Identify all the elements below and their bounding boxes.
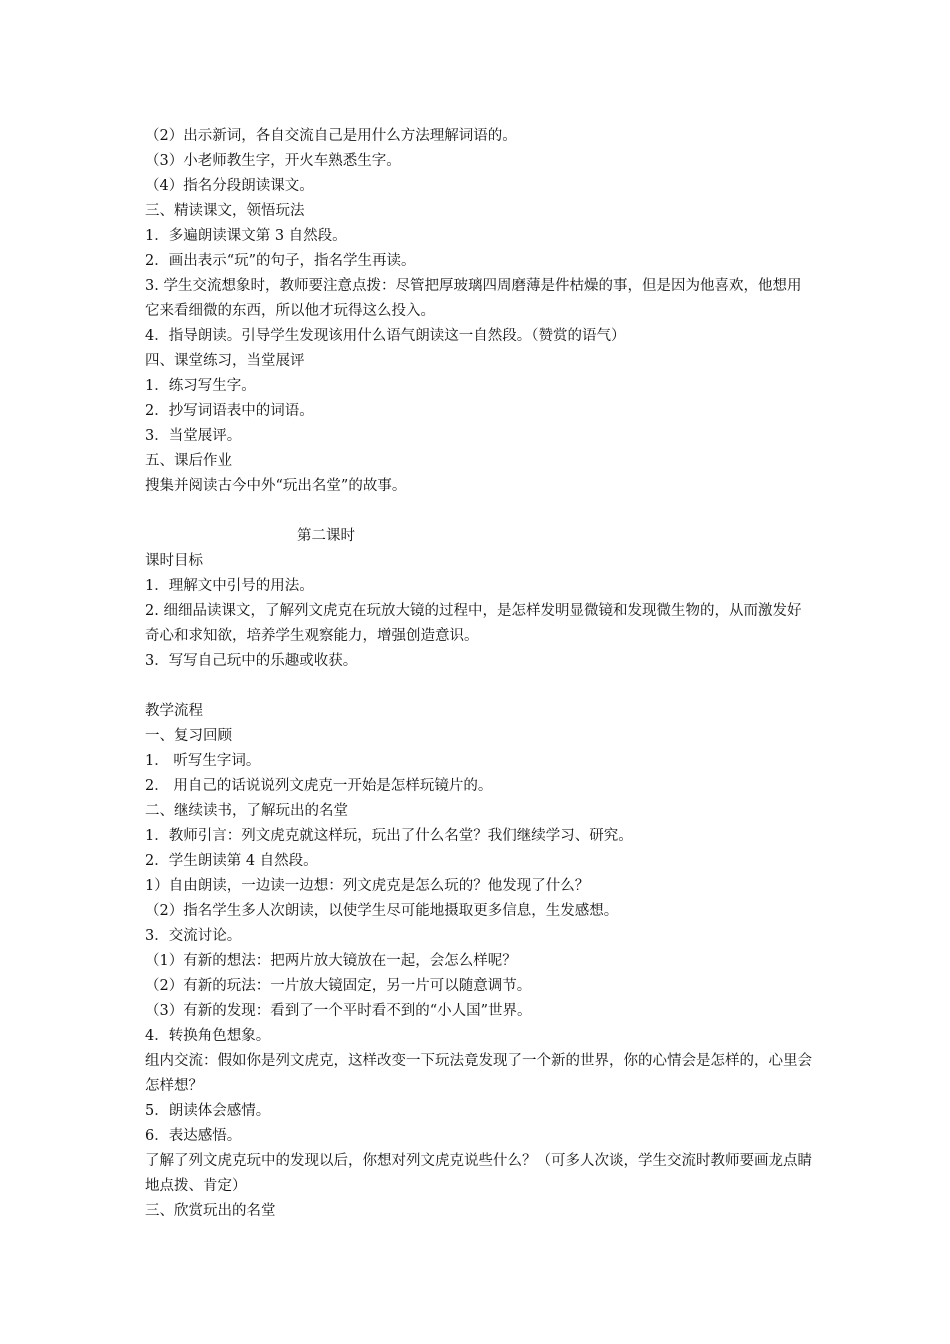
text-paragraph: 组内交流：假如你是列文虎克，这样改变一下玩法竟发现了一个新的世界，你的心情会是怎样的，心里会怎样想？ [145,1053,812,1094]
section-heading: 四、课堂练习，当堂展评 [145,353,305,369]
section-heading: 一、复习回顾 [145,728,232,744]
text-line: 1．教师引言：列文虎克就这样玩，玩出了什么名堂？我们继续学习、研究。 [145,828,633,844]
text-line: 3．写写自己玩中的乐趣或收获。 [145,653,358,669]
text-paragraph: 了解了列文虎克玩中的发现以后，你想对列文虎克说些什么？（可多人次谈，学生交流时教师要画龙点睛地点拨、肯定） [145,1153,812,1194]
section-heading: 三、精读课文，领悟玩法 [145,203,305,219]
text-line: （2）出示新词，各自交流自己是用什么方法理解词语的。 [145,128,517,144]
text-line: 2．画出表示“玩”的句子，指名学生再读。 [145,253,416,269]
blank-line [145,674,813,699]
text-line: 2．学生朗读第 4 自然段。 [145,853,318,869]
text-line: （3）有新的发现：看到了一个平时看不到的“小人国”世界。 [145,1003,532,1019]
section-heading: 三、欣赏玩出的名堂 [145,1203,276,1219]
text-line: （2）有新的玩法：一片放大镜固定，另一片可以随意调节。 [145,978,532,994]
text-line: 4．转换角色想象。 [145,1028,271,1044]
subsection-heading: 教学流程 [145,703,203,719]
document-body [145,124,813,1224]
text-line: 2．抄写词语表中的词语。 [145,403,314,419]
text-line: （2）指名学生多人次朗读，以使学生尽可能地摄取更多信息，生发感想。 [145,903,619,919]
text-line: 1．多遍朗读课文第 3 自然段。 [145,228,347,244]
text-line: 3．当堂展评。 [145,428,242,444]
text-line: 2． 用自己的话说说列文虎克一开始是怎样玩镜片的。 [145,778,493,794]
section-heading: 二、继续读书，了解玩出的名堂 [145,803,348,819]
text-line: 4．指导朗读。引导学生发现该用什么语气朗读这一自然段。（赞赏的语气） [145,328,626,344]
blank-line [145,499,813,524]
text-paragraph: 2. 细细品读课文，了解列文虎克在玩放大镜的过程中，是怎样发明显微镜和发现微生物的，从而激发好奇心和求知欲，培养学生观察能力，增强创造意识。 [145,603,802,644]
text-line: 5．朗读体会感情。 [145,1103,271,1119]
text-line: 3．交流讨论。 [145,928,242,944]
lesson-title: 第二课时 [297,528,355,544]
text-line: 1．理解文中引号的用法。 [145,578,314,594]
text-line: 1）自由朗读，一边读一边想：列文虎克是怎么玩的？他发现了什么？ [145,878,590,894]
text-line: （1）有新的想法：把两片放大镜放在一起，会怎么样呢？ [145,953,517,969]
subsection-heading: 课时目标 [145,553,203,569]
text-line: （4）指名分段朗读课文。 [145,178,314,194]
text-line: （3）小老师教生字，开火车熟悉生字。 [145,153,401,169]
text-line: 1． 听写生字词。 [145,753,261,769]
section-heading: 五、课后作业 [145,453,232,469]
text-line: 搜集并阅读古今中外“玩出名堂”的故事。 [145,478,407,494]
text-paragraph: 3. 学生交流想象时，教师要注意点拨：尽管把厚玻璃四周磨薄是件枯燥的事，但是因为他喜欢，他想用它来看细微的东西，所以他才玩得这么投入。 [145,278,802,319]
text-line: 6．表达感悟。 [145,1128,242,1144]
text-line: 1．练习写生字。 [145,378,256,394]
